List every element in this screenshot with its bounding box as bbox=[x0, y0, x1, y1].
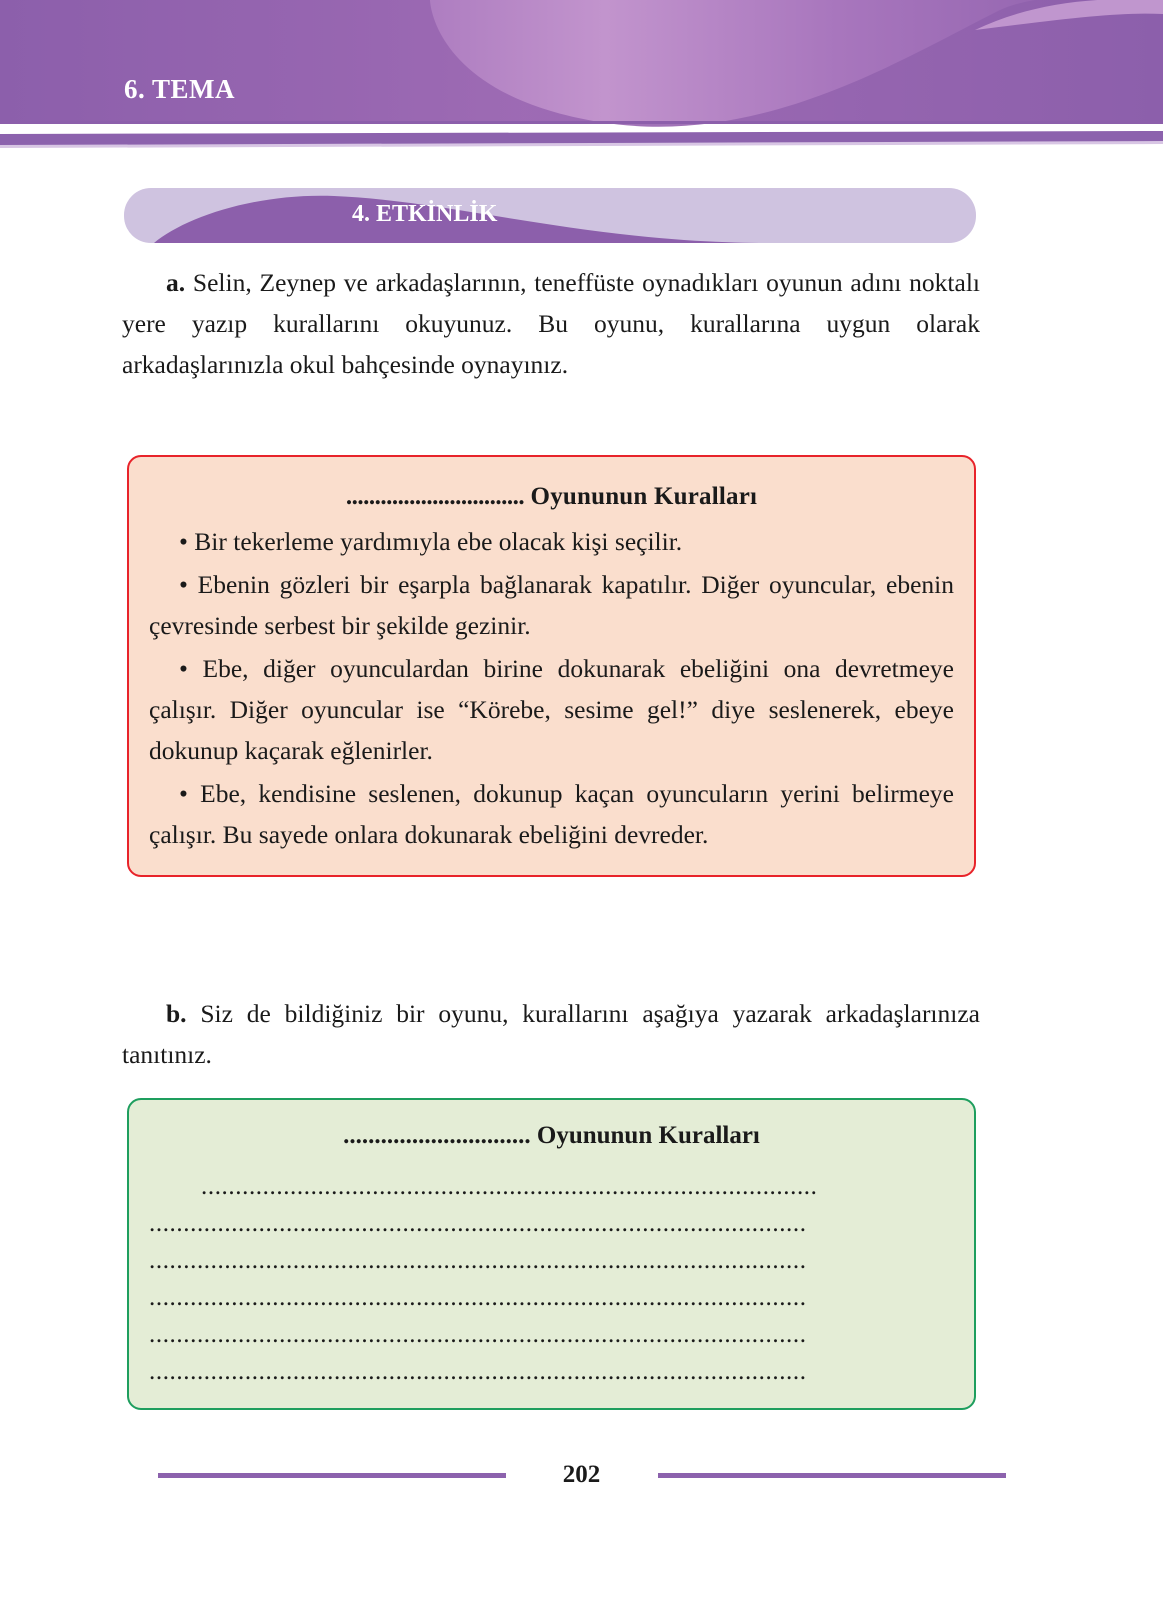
answer-heading-blank-dots: .............................. bbox=[343, 1122, 531, 1149]
header-wave-graphic bbox=[0, 0, 1163, 128]
page-footer bbox=[0, 1455, 1163, 1495]
task-b-marker: b. bbox=[166, 999, 187, 1028]
answer-dotted-line[interactable]: ................................................................................................ bbox=[149, 1321, 807, 1348]
answer-box-heading bbox=[149, 1118, 954, 1154]
answer-dotted-line[interactable]: ................................................................................................ bbox=[149, 1210, 807, 1237]
task-a-marker: a. bbox=[166, 268, 186, 297]
theme-title: 6. TEMA bbox=[124, 74, 236, 104]
activity-badge bbox=[124, 188, 976, 243]
rules-box-heading bbox=[149, 479, 954, 515]
rule-item: • Ebenin gözleri bir eşarpla bağlanarak kapatılır. Diğer oyuncular, ebenin çevresinde serbest bir şekilde gezinir. bbox=[149, 570, 954, 640]
answer-dotted-line[interactable]: ................................................................................................ bbox=[149, 1284, 807, 1311]
game-rules-box bbox=[127, 455, 976, 877]
task-b-text: Siz de bildiğiniz bir oyunu, kurallarını aşağıya yazarak arkadaşlarınıza tanıtınız. bbox=[122, 999, 980, 1069]
header-divider-rule bbox=[0, 131, 1163, 149]
task-a-paragraph bbox=[122, 262, 980, 385]
answer-dotted-line[interactable]: ................................................................................................ bbox=[149, 1247, 807, 1274]
answer-dotted-line[interactable]: .......................................................................................... bbox=[201, 1173, 818, 1200]
task-a-text: Selin, Zeynep ve arkadaşlarının, teneffüste oynadıkları oyunun adını noktalı yere yazıp kurallarını okuyunuz. Bu oyunu, kurallarına uygun olarak arkadaşlarınızla okul bahçesinde oynayınız. bbox=[122, 268, 980, 379]
activity-badge-wave-graphic bbox=[124, 188, 976, 243]
divider-stripe-graphic bbox=[0, 131, 1163, 149]
rule-item: • Bir tekerleme yardımıyla ebe olacak kişi seçilir. bbox=[179, 527, 683, 556]
task-b-paragraph bbox=[122, 993, 980, 1075]
answer-writing-box[interactable] bbox=[127, 1098, 976, 1410]
footer-rule-right bbox=[658, 1473, 1006, 1478]
answer-heading-text: Oyununun Kuralları bbox=[530, 1122, 760, 1149]
footer-rule-left bbox=[158, 1473, 506, 1478]
task-a-block bbox=[122, 262, 980, 385]
rules-heading-blank-dots: ............................... bbox=[345, 483, 525, 510]
answer-dotted-line[interactable]: ................................................................................................ bbox=[149, 1358, 807, 1385]
rule-item: • Ebe, diğer oyunculardan birine dokunarak ebeliğini ona devretmeye çalışır. Diğer oyuncular ise “Körebe, sesime gel!” diye seslenerek, ebeye dokunup kaçarak eğlenirler. bbox=[149, 654, 954, 765]
rule-item: • Ebe, kendisine seslenen, dokunup kaçan oyuncuların yerini belirmeye çalışır. Bu sayede onlara dokunarak ebeliğini devreder. bbox=[149, 779, 954, 849]
page-number: 202 bbox=[562, 1461, 601, 1488]
activity-label: 4. ETKİNLİK bbox=[352, 201, 498, 227]
page-header-banner bbox=[0, 0, 1163, 128]
rules-heading-text: Oyununun Kuralları bbox=[524, 483, 758, 510]
task-b-block bbox=[122, 993, 980, 1075]
